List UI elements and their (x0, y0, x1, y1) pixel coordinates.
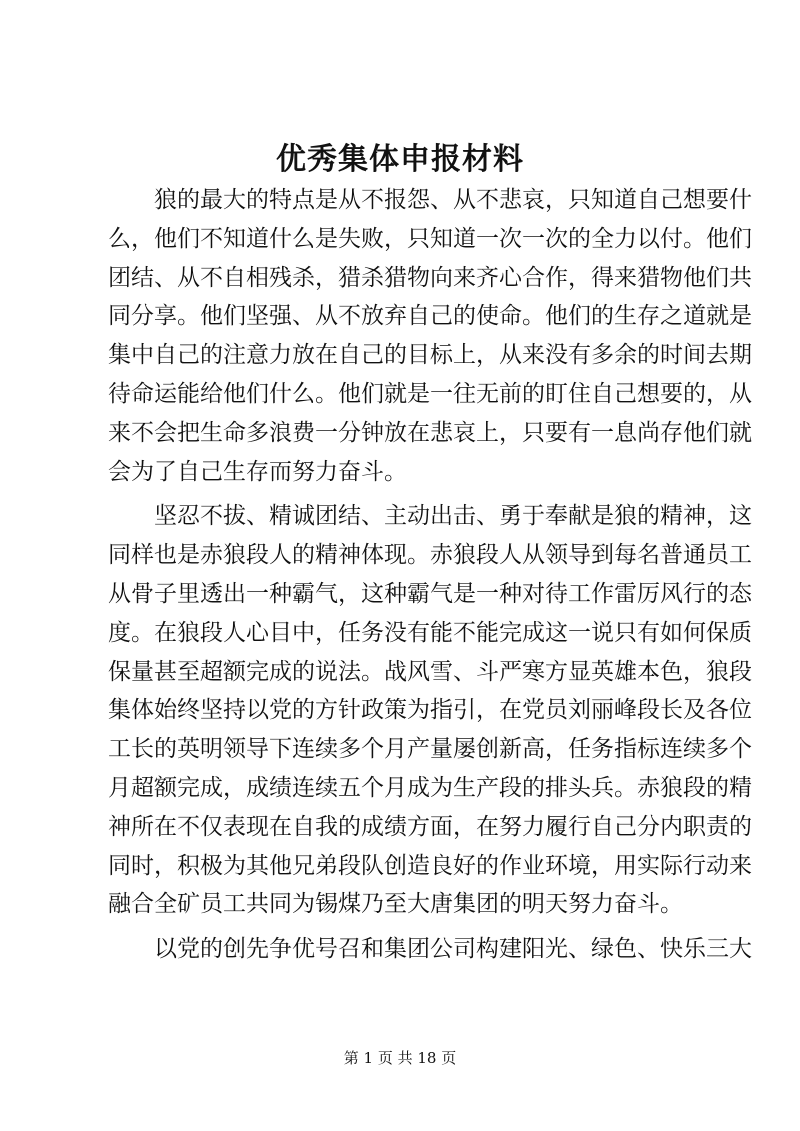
text-line: 工长的英明领导下连续多个月产量屡创新高，任务指标连续多个 (108, 736, 752, 763)
text-line: 狼的最大的特点是从不报怨、从不悲哀，只知道自己想要什 (154, 187, 752, 213)
text-line: 保量甚至超额完成的说法。战风雪、斗严寒方显英雄本色，狼段 (108, 658, 752, 685)
text-line: 融合全矿员工共同为锡煤乃至大唐集团的明天努力奋斗。 (108, 891, 683, 918)
text-line: 度。在狼段人心目中，任务没有能不能完成这一说只有如何保质 (108, 619, 752, 646)
paragraph-2 (108, 497, 752, 924)
text-line: 同分享。他们坚强、从不放弃自己的使命。他们的生存之道就是 (108, 303, 752, 330)
text-line: 坚忍不拔、精诚团结、主动出击、勇于奉献是狼的精神，这 (154, 503, 752, 530)
paragraph-1 (108, 181, 752, 491)
text-line: 集体始终坚持以党的方针政策为指引，在党员刘丽峰段长及各位 (108, 697, 752, 724)
text-line: 集中自己的注意力放在自己的目标上，从来没有多余的时间去期 (108, 342, 752, 369)
text-line: 月超额完成，成绩连续五个月成为生产段的排头兵。赤狼段的精 (108, 774, 752, 801)
text-line: 来不会把生命多浪费一分钟放在悲哀上，只要有一息尚存他们就 (108, 419, 752, 446)
text-line: 么，他们不知道什么是失败，只知道一次一次的全力以付。他们 (108, 225, 752, 252)
text-line: 待命运能给他们什么。他们就是一往无前的盯住自己想要的，从 (108, 380, 752, 407)
page-number-footer: 第 1 页 共 18 页 (343, 1049, 457, 1067)
paragraph-3 (108, 930, 752, 969)
document-body (108, 181, 752, 969)
text-line: 神所在不仅表现在自我的成绩方面，在努力履行自己分内职责的 (108, 813, 752, 840)
page-title: 优秀集体申报材料 (276, 142, 524, 177)
text-line: 会为了自己生存而努力奋斗。 (108, 458, 407, 485)
text-line: 从骨子里透出一种霸气，这种霸气是一种对待工作雷厉风行的态 (108, 580, 752, 607)
text-line: 同时，积极为其他兄弟段队创造良好的作业环境，用实际行动来 (108, 852, 752, 879)
text-line: 以党的创先争优号召和集团公司构建阳光、绿色、快乐三大 (154, 936, 752, 963)
text-line: 团结、从不自相残杀，猎杀猎物向来齐心合作，得来猎物他们共 (108, 264, 752, 291)
text-line: 同样也是赤狼段人的精神体现。赤狼段人从领导到每名普通员工 (108, 542, 752, 569)
